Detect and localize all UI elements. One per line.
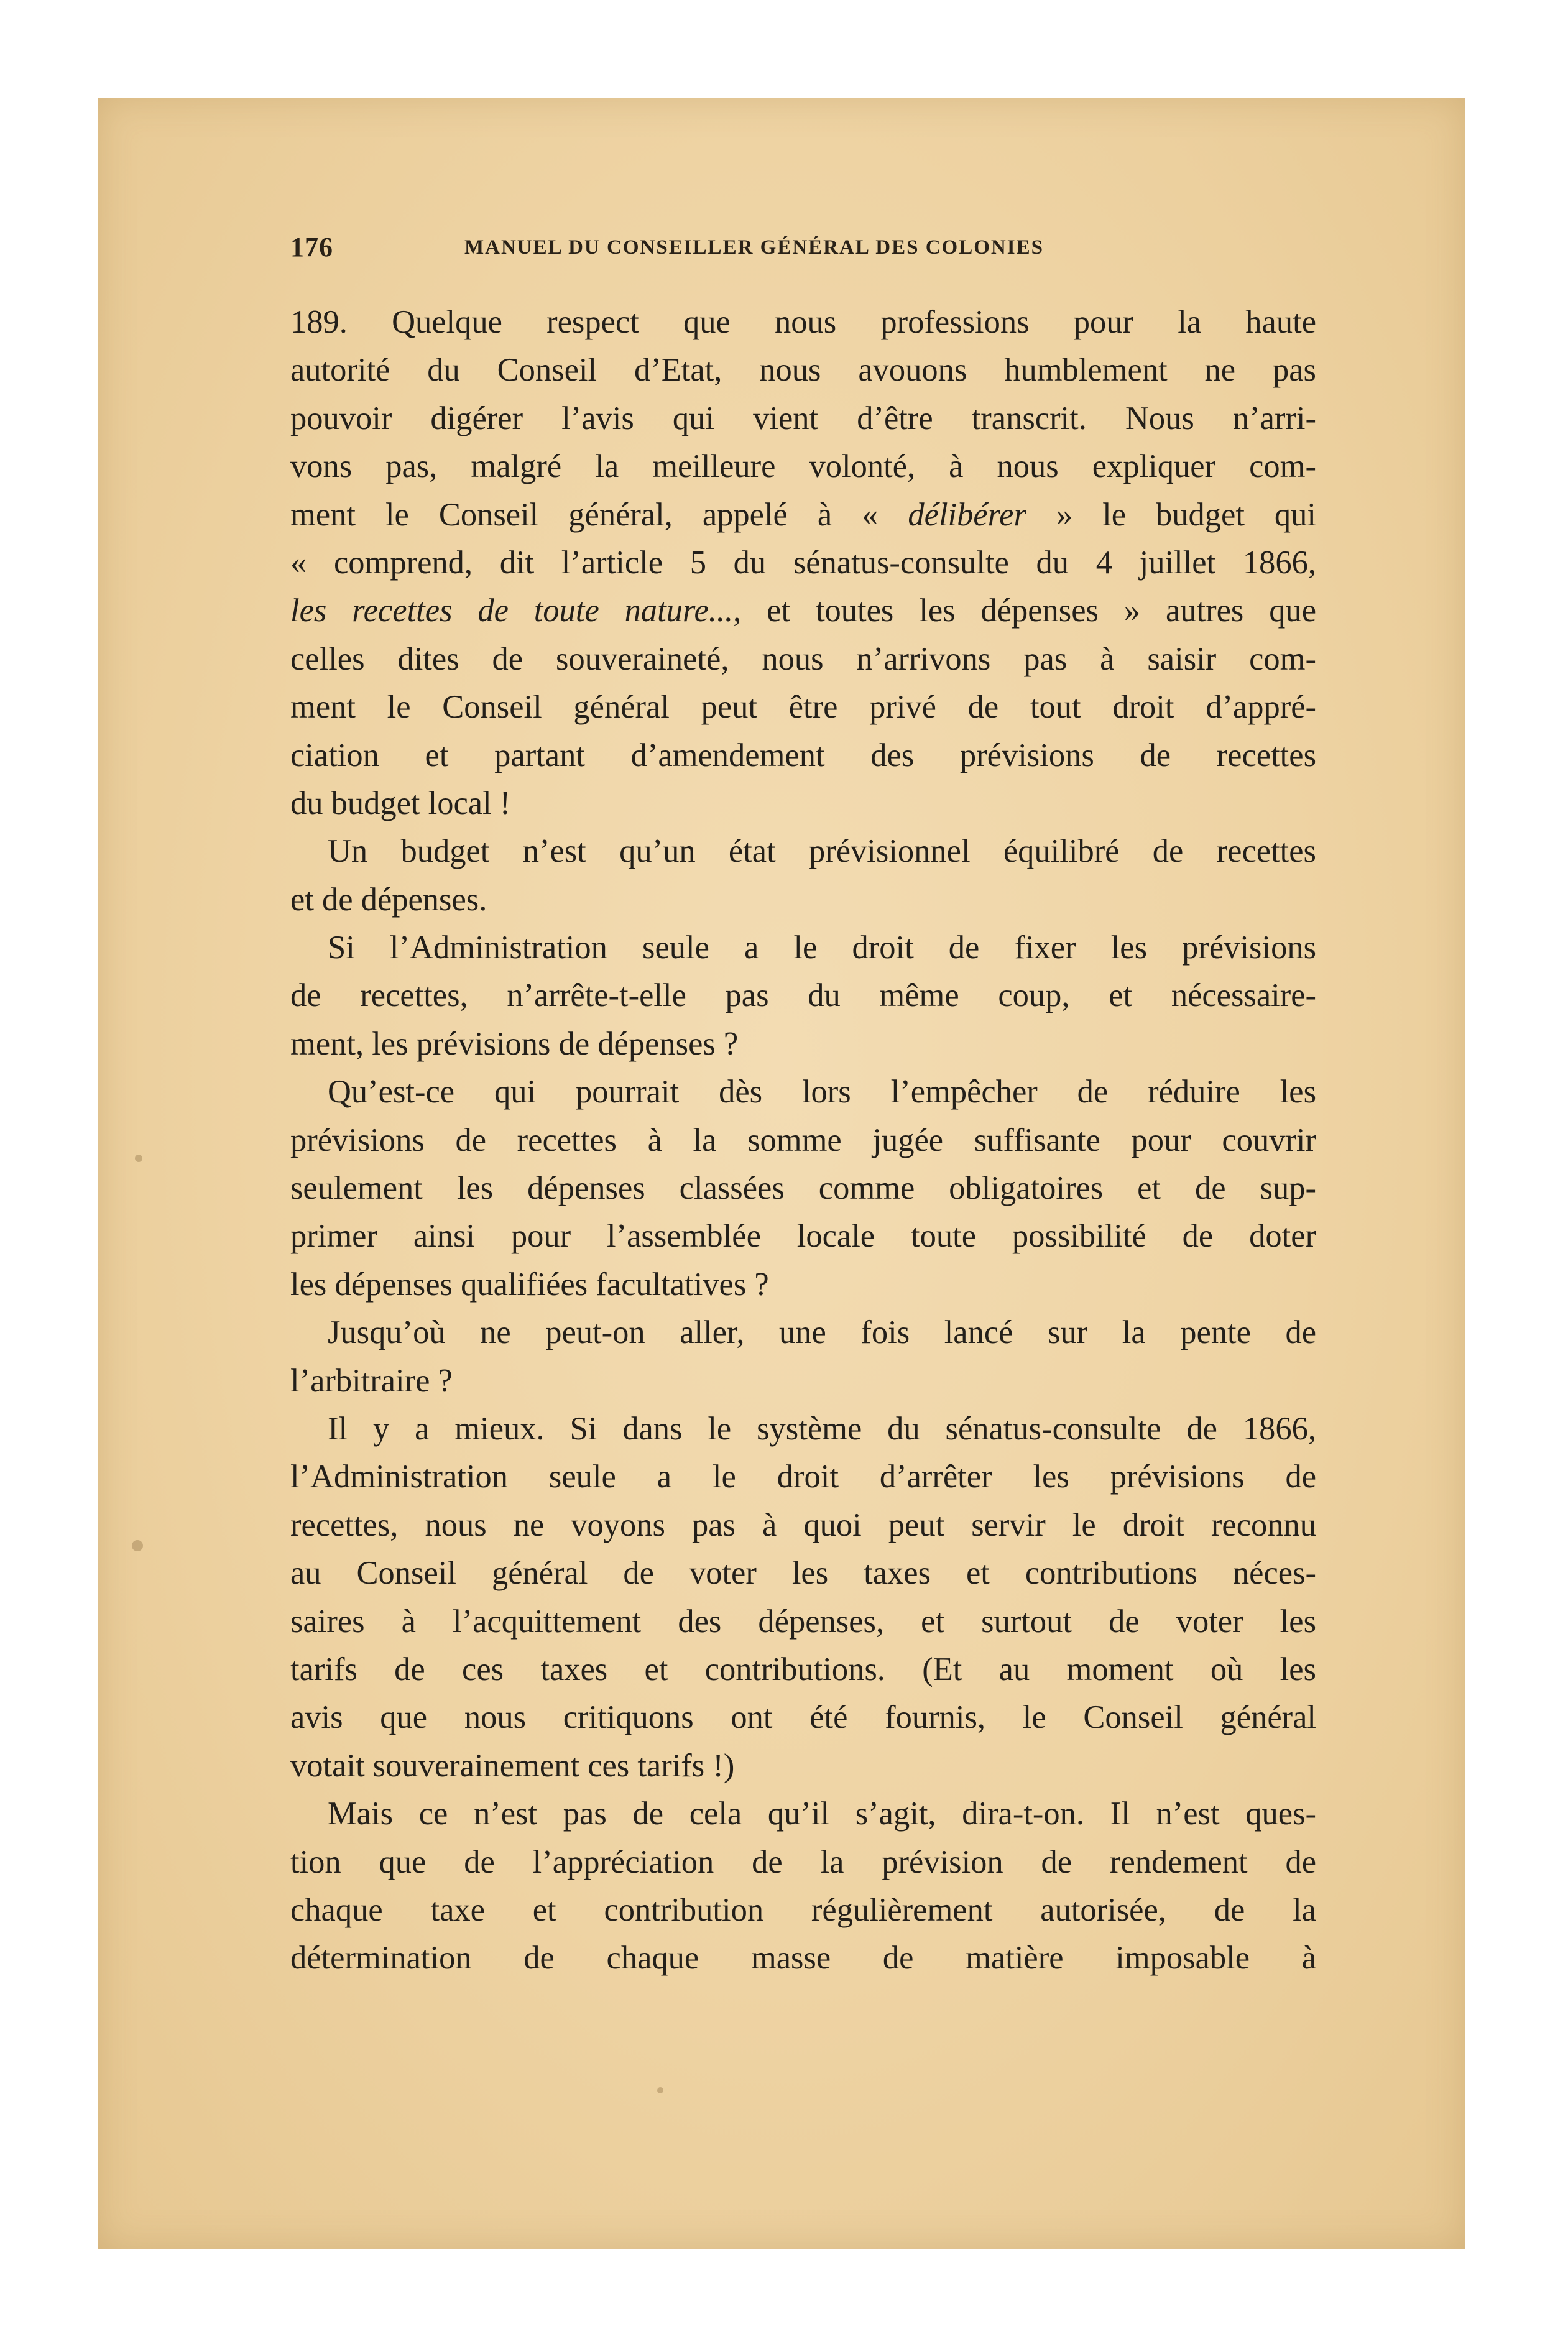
text-run: Mais ce n’est pas de cela qu’il s’agit, dira-t-on. Il n’est ques- bbox=[328, 1796, 1316, 1832]
text-line bbox=[290, 683, 1316, 731]
text-run: recettes, nous ne voyons pas à quoi peut servir le droit reconnu bbox=[290, 1507, 1316, 1543]
text-run: primer ainsi pour l’assemblée locale toute possibilité de doter bbox=[290, 1218, 1316, 1255]
text-run: avis que nous critiquons ont été fournis, le Conseil général bbox=[290, 1699, 1316, 1736]
text-line bbox=[290, 780, 1316, 828]
text-run: vons pas, malgré la meilleure volonté, à nous expliquer com- bbox=[290, 448, 1316, 485]
text-line bbox=[290, 1549, 1316, 1597]
text-line bbox=[290, 1839, 1316, 1886]
text-run: ment le Conseil général, appelé à « bbox=[290, 496, 908, 533]
text-line bbox=[290, 443, 1316, 491]
text-run: chaque taxe et contribution régulièrement autorisée, de la bbox=[290, 1891, 1316, 1928]
text-line bbox=[290, 1694, 1316, 1742]
paragraph bbox=[290, 1405, 1316, 1790]
text-line bbox=[290, 587, 1316, 635]
paragraph bbox=[290, 298, 1316, 828]
page-header bbox=[290, 231, 1316, 275]
text-line bbox=[290, 1598, 1316, 1646]
text-line bbox=[290, 539, 1316, 587]
text-run: du budget local ! bbox=[290, 785, 511, 821]
paper-speck bbox=[135, 1155, 142, 1162]
paragraph bbox=[290, 1790, 1316, 1983]
text-run: Qu’est-ce qui pourrait dès lors l’empêcher de réduire les bbox=[328, 1074, 1316, 1110]
text-run: 189. Quelque respect que nous professions pour la haute bbox=[290, 304, 1316, 340]
text-line bbox=[290, 1646, 1316, 1694]
text-run: ment le Conseil général peut être privé de tout droit d’appré- bbox=[290, 689, 1316, 726]
text-run: prévisions de recettes à la somme jugée suffisante pour couvrir bbox=[290, 1122, 1316, 1158]
text-line bbox=[290, 1357, 1316, 1405]
text-line bbox=[290, 1886, 1316, 1934]
text-line bbox=[290, 1742, 1316, 1790]
text-line bbox=[290, 395, 1316, 443]
text-run: ciation et partant d’amendement des prévisions de recettes bbox=[290, 737, 1316, 773]
text-run: » le budget qui bbox=[1026, 496, 1316, 533]
paragraph bbox=[290, 924, 1316, 1068]
text-run: seulement les dépenses classées comme obligatoires et de sup- bbox=[290, 1170, 1316, 1207]
text-run: les dépenses qualifiées facultatives ? bbox=[290, 1266, 769, 1303]
text-line bbox=[290, 298, 1316, 346]
text-run: Jusqu’où ne peut-on aller, une fois lancé sur la pente de bbox=[328, 1314, 1316, 1351]
page-number: 176 bbox=[290, 232, 333, 262]
running-title: MANUEL DU CONSEILLER GÉNÉRAL DES COLONIES bbox=[464, 236, 1044, 259]
body-text bbox=[290, 298, 1316, 1983]
text-line bbox=[290, 1790, 1316, 1838]
text-line bbox=[290, 1165, 1316, 1212]
italic-text: les recettes de toute nature... bbox=[290, 593, 734, 629]
text-run: et de dépenses. bbox=[290, 881, 487, 918]
text-line bbox=[290, 1453, 1316, 1501]
text-run: votait souverainement ces tarifs !) bbox=[290, 1747, 735, 1784]
paragraph bbox=[290, 1309, 1316, 1405]
text-line bbox=[290, 1405, 1316, 1453]
text-line bbox=[290, 491, 1316, 539]
text-line bbox=[290, 1212, 1316, 1260]
text-run: tion que de l’appréciation de la prévision de rendement de bbox=[290, 1844, 1316, 1880]
italic-text: délibérer bbox=[908, 496, 1026, 533]
text-line bbox=[290, 972, 1316, 1020]
text-run: Il y a mieux. Si dans le système du sénatus-consulte de 1866, bbox=[328, 1410, 1316, 1447]
text-run: de recettes, n’arrête-t-elle pas du même coup, et nécessaire- bbox=[290, 977, 1316, 1014]
text-run: ment, les prévisions de dépenses ? bbox=[290, 1025, 739, 1062]
text-line bbox=[290, 1934, 1316, 1982]
text-line bbox=[290, 924, 1316, 972]
text-line bbox=[290, 876, 1316, 924]
text-run: « comprend, dit l’article 5 du sénatus-consulte du 4 juillet 1866, bbox=[290, 544, 1316, 581]
text-line bbox=[290, 732, 1316, 780]
text-line bbox=[290, 1309, 1316, 1357]
text-run: autorité du Conseil d’Etat, nous avouons humblement ne pas bbox=[290, 352, 1316, 389]
text-line bbox=[290, 635, 1316, 683]
paragraph bbox=[290, 828, 1316, 924]
text-run: tarifs de ces taxes et contributions. (Et au moment où les bbox=[290, 1651, 1316, 1687]
text-run: Si l’Administration seule a le droit de fixer les prévisions bbox=[328, 930, 1316, 966]
text-line bbox=[290, 1020, 1316, 1068]
text-run: , et toutes les dépenses » autres que bbox=[733, 593, 1316, 629]
text-line bbox=[290, 346, 1316, 394]
text-run: l’arbitraire ? bbox=[290, 1362, 453, 1399]
text-line bbox=[290, 828, 1316, 875]
text-run: l’Administration seule a le droit d’arrêter les prévisions de bbox=[290, 1459, 1316, 1495]
text-line bbox=[290, 1502, 1316, 1549]
text-run: pouvoir digérer l’avis qui vient d’être transcrit. Nous n’arri- bbox=[290, 400, 1316, 436]
text-run: détermination de chaque masse de matière imposable à bbox=[290, 1940, 1316, 1977]
text-line bbox=[290, 1068, 1316, 1116]
paper-speck bbox=[132, 1540, 143, 1551]
text-line bbox=[290, 1117, 1316, 1165]
text-line bbox=[290, 1261, 1316, 1309]
paragraph bbox=[290, 1068, 1316, 1309]
text-run: Un budget n’est qu’un état prévisionnel équilibré de recettes bbox=[328, 833, 1316, 870]
text-run: celles dites de souveraineté, nous n’arrivons pas à saisir com- bbox=[290, 640, 1316, 677]
text-run: saires à l’acquittement des dépenses, et surtout de voter les bbox=[290, 1603, 1316, 1640]
paper-speck bbox=[657, 2087, 663, 2093]
text-run: au Conseil général de voter les taxes et contributions néces- bbox=[290, 1555, 1316, 1592]
